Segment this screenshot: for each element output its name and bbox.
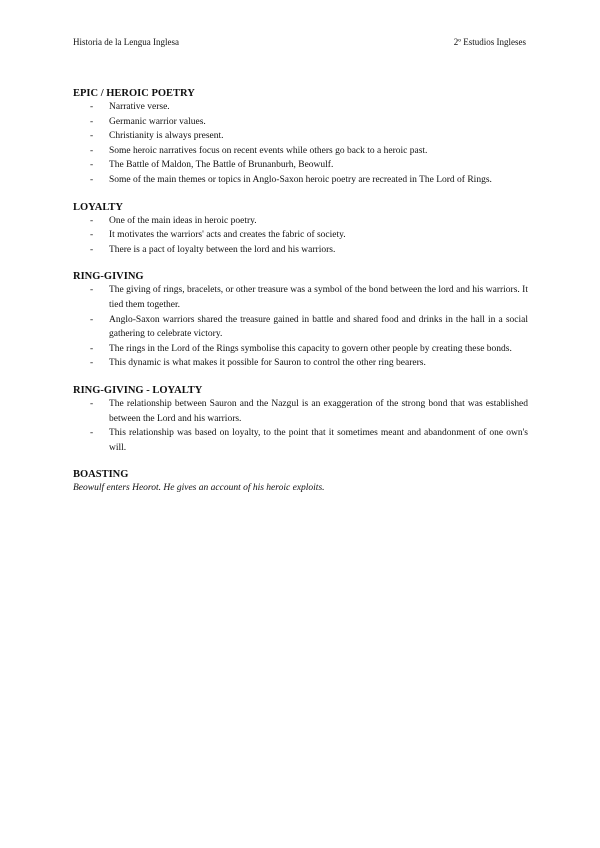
- section-heading: BOASTING: [73, 469, 129, 481]
- bullet-list: [73, 100, 528, 188]
- section-epic-heroic-poetry: [73, 87, 528, 188]
- list-item: - This relationship was based on loyalty, to the point that it sometimes meant and abandonment of one own's will.: [90, 428, 528, 453]
- list-item: - There is a pact of loyalty between the lord and his warriors.: [90, 244, 336, 255]
- list-item: - Anglo-Saxon warriors shared the treasure gained in battle and shared food and drinks in the hall in a social gathering to celebrate victory.: [90, 314, 528, 340]
- boasting-text: Beowulf enters Heorot. He gives an account of his heroic exploits.: [73, 483, 325, 494]
- list-item: - Christianity is always present.: [90, 131, 224, 142]
- header-course-level: 2º Estudios Ingleses: [453, 37, 526, 47]
- bullet-list: [73, 283, 528, 371]
- list-item: - One of the main ideas in heroic poetry.: [90, 215, 257, 226]
- section-boasting: [73, 468, 528, 495]
- section-heading: RING-GIVING: [73, 271, 144, 283]
- section-ring-giving-loyalty: [73, 384, 528, 455]
- list-item: - The relationship between Sauron and the Nazgul is an exaggeration of the strong bond that was established between the Lord and his warriors.: [90, 398, 528, 424]
- document-body: [73, 87, 528, 508]
- section-loyalty: [73, 201, 528, 258]
- section-heading: EPIC / HEROIC POETRY: [73, 88, 195, 99]
- list-item: - Some heroic narratives focus on recent events while others go back to a heroic past.: [90, 145, 428, 156]
- bullet-list: [73, 214, 528, 258]
- section-heading: LOYALTY: [73, 201, 123, 213]
- list-item: - This dynamic is what makes it possible for Sauron to control the other ring bearers.: [90, 358, 426, 369]
- list-item: - Narrative verse.: [90, 102, 170, 112]
- list-item: - The giving of rings, bracelets, or other treasure was a symbol of the bond between the lord and his warriors. It tied them together.: [90, 285, 528, 310]
- list-item: - The rings in the Lord of the Rings symbolise this capacity to govern other people by creating these bonds.: [90, 343, 512, 354]
- list-item: - Some of the main themes or topics in Anglo-Saxon heroic poetry are recreated in The Lord of Rings.: [90, 174, 492, 185]
- list-item: - The Battle of Maldon, The Battle of Brunanburh, Beowulf.: [90, 160, 334, 171]
- section-ring-giving: [73, 270, 528, 371]
- header-course-title: Historia de la Lengua Inglesa: [73, 37, 179, 47]
- section-heading: RING-GIVING - LOYALTY: [73, 384, 203, 396]
- list-item: - It motivates the warriors' acts and creates the fabric of society.: [90, 230, 346, 241]
- bullet-list: [73, 397, 528, 455]
- list-item: - Germanic warrior values.: [90, 116, 206, 127]
